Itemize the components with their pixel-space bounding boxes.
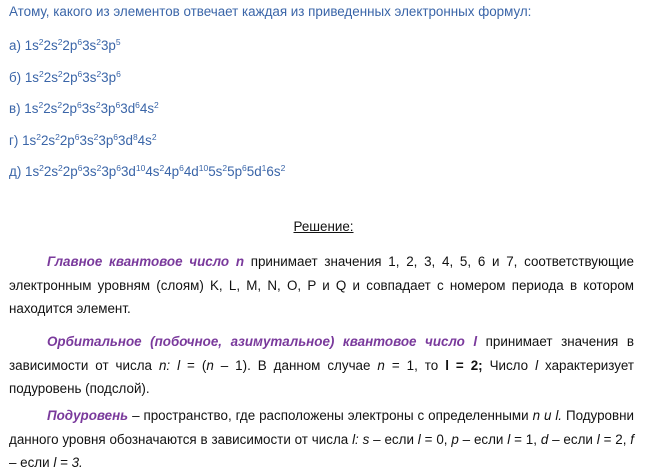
orbital: 5p bbox=[227, 164, 243, 179]
orbital: 5d bbox=[246, 164, 262, 179]
question-text: Атому, какого из элементов отвечает каждая из приведенных электронных формул: bbox=[9, 4, 532, 19]
orbital: 4d bbox=[183, 164, 199, 179]
p2-text-1: принимает значения в зависимости от числа bbox=[9, 334, 634, 373]
electron-count: 2 bbox=[39, 163, 44, 173]
electron-count: 2 bbox=[154, 100, 159, 110]
electron-count: 2 bbox=[159, 163, 165, 173]
orbital: 3p bbox=[101, 164, 117, 179]
electron-count: 1 bbox=[261, 163, 267, 173]
orbital: 1s bbox=[24, 101, 39, 116]
option-b bbox=[9, 70, 121, 85]
orbital: 3s bbox=[81, 101, 96, 116]
paragraph-orbital-quantum-number bbox=[9, 330, 634, 401]
p2-text-3: – 1). В данном случае bbox=[213, 357, 378, 373]
p2-bold-eq: l = 2; bbox=[445, 357, 483, 373]
electron-count: 8 bbox=[132, 132, 138, 142]
electron-count: 6 bbox=[77, 37, 83, 47]
orbital: 3s bbox=[82, 164, 97, 179]
paragraph-principal-quantum-number bbox=[9, 250, 634, 321]
electron-count: 2 bbox=[38, 100, 44, 110]
p2-var-n-l: n: l bbox=[158, 357, 181, 373]
term-principal: Главное квантовое число bbox=[47, 254, 230, 269]
p3-text-7: – если bbox=[548, 431, 597, 447]
orbital: 3s bbox=[79, 133, 94, 148]
orbital: 3s bbox=[82, 70, 97, 85]
orbital: 2s bbox=[43, 70, 58, 85]
electron-count: 6 bbox=[116, 163, 121, 173]
electron-count: 6 bbox=[116, 69, 121, 79]
electron-count: 2 bbox=[280, 163, 286, 173]
p3-var-l0: l bbox=[417, 431, 421, 447]
electron-count: 10 bbox=[135, 163, 146, 173]
electron-count: 2 bbox=[36, 132, 41, 142]
p2-text-4: = 1, то bbox=[384, 357, 446, 373]
orbital: 3d bbox=[120, 101, 136, 116]
p2-var-n: n bbox=[206, 357, 214, 373]
option-d bbox=[9, 133, 157, 148]
electron-count: 2 bbox=[96, 37, 101, 47]
electron-count: 2 bbox=[55, 132, 60, 142]
option-letter: в) bbox=[9, 101, 25, 116]
orbital: 4p bbox=[164, 164, 180, 179]
symbol-l: l bbox=[473, 334, 478, 349]
orbital: 4s bbox=[139, 101, 155, 116]
orbital: 6s bbox=[266, 164, 281, 179]
electron-count: 2 bbox=[58, 163, 63, 173]
p2-text-2: = ( bbox=[180, 357, 207, 373]
p3-var-f: f bbox=[630, 431, 635, 447]
electron-count: 2 bbox=[57, 100, 63, 110]
option-letter: д) bbox=[9, 164, 25, 179]
p2-text-5: Число bbox=[482, 357, 536, 373]
p3-var-n-l: n и l. bbox=[532, 408, 563, 423]
p2-var-l: l bbox=[535, 357, 539, 373]
orbital: 2p bbox=[62, 38, 78, 53]
orbital: 2s bbox=[43, 38, 58, 53]
option-letter: г) bbox=[9, 133, 23, 148]
orbital: 3s bbox=[82, 38, 97, 53]
p3-text-3: – если bbox=[369, 431, 418, 447]
orbital: 1s bbox=[22, 133, 37, 148]
electron-count: 2 bbox=[96, 69, 102, 79]
orbital: 1s bbox=[24, 38, 39, 53]
option-letter: а) bbox=[9, 38, 25, 53]
p3-var-p: p bbox=[451, 431, 459, 447]
orbital: 5s bbox=[208, 164, 223, 179]
term-orbital: Орбитальное (побочное, азимутальное) квантовое число bbox=[47, 334, 465, 349]
electron-count: 2 bbox=[57, 37, 63, 47]
electron-count: 6 bbox=[77, 69, 83, 79]
p2-var-n-2: n bbox=[377, 357, 385, 373]
orbital: 2s bbox=[43, 164, 59, 179]
electron-count: 2 bbox=[222, 163, 228, 173]
electron-count: 2 bbox=[57, 69, 63, 79]
electron-count: 6 bbox=[135, 100, 140, 110]
p3-text-6: = 1, bbox=[510, 431, 541, 447]
p3-var-l-s: l: s bbox=[352, 431, 370, 447]
electron-count: 2 bbox=[38, 37, 44, 47]
electron-count: 10 bbox=[198, 163, 209, 173]
electron-count: 2 bbox=[95, 100, 101, 110]
orbital: 1s bbox=[24, 70, 40, 85]
p3-var-l1: l bbox=[507, 431, 511, 447]
p3-var-l3: l = 3. bbox=[53, 455, 83, 470]
orbital: 3p bbox=[100, 38, 116, 53]
p3-text-1: – пространство, где расположены электроны с определенными bbox=[128, 408, 533, 423]
electron-count: 6 bbox=[179, 163, 184, 173]
p3-text-2: Подуровни данного уровня обозначаются в зависимости от числа bbox=[9, 408, 634, 447]
electron-count: 6 bbox=[242, 163, 247, 173]
electron-count: 2 bbox=[96, 163, 102, 173]
electron-count: 6 bbox=[115, 100, 121, 110]
electron-count: 6 bbox=[74, 132, 80, 142]
orbital: 3p bbox=[101, 70, 117, 85]
orbital: 3d bbox=[120, 164, 136, 179]
electron-count: 6 bbox=[113, 132, 119, 142]
p3-text-5: – если bbox=[458, 431, 508, 447]
electron-count: 5 bbox=[115, 37, 121, 47]
orbital: 3p bbox=[100, 101, 116, 116]
orbital: 4s bbox=[137, 133, 152, 148]
orbital: 4s bbox=[145, 164, 160, 179]
p3-text-4: = 0, bbox=[420, 431, 452, 447]
option-c bbox=[9, 101, 159, 116]
p3-text-9: – если bbox=[9, 455, 54, 470]
option-letter: б) bbox=[9, 70, 25, 85]
p2-text-6: характеризует подуровень (подслой). bbox=[9, 357, 634, 396]
orbital: 2p bbox=[62, 101, 77, 116]
electron-count: 2 bbox=[151, 132, 157, 142]
orbital: 2p bbox=[62, 164, 78, 179]
symbol-n: n bbox=[235, 254, 244, 269]
electron-count: 2 bbox=[93, 132, 99, 142]
p1-text: принимает значения 1, 2, 3, 4, 5, 6 и 7, соответствующие электронным уровням (слоям) K, L, M, N, O, P и Q и совпадает с номером периода в котором находится элемент. bbox=[9, 254, 634, 316]
p3-text-8: = 2, bbox=[599, 431, 631, 447]
electron-count: 6 bbox=[76, 100, 82, 110]
option-a bbox=[9, 38, 121, 53]
term-sublevel: Подуровень bbox=[47, 408, 129, 423]
orbital: 1s bbox=[25, 164, 40, 179]
option-e bbox=[9, 164, 285, 179]
orbital: 2s bbox=[43, 101, 58, 116]
paragraph-sublevel bbox=[9, 404, 634, 475]
orbital: 3p bbox=[98, 133, 114, 148]
electron-count: 2 bbox=[39, 69, 44, 79]
electron-count: 6 bbox=[77, 163, 83, 173]
solution-heading: Решение: bbox=[293, 219, 354, 234]
orbital: 2p bbox=[59, 133, 75, 148]
p3-var-l2: l bbox=[596, 431, 600, 447]
orbital: 2p bbox=[62, 70, 78, 85]
p3-var-d: d bbox=[540, 431, 549, 447]
orbital: 3d bbox=[118, 133, 133, 148]
orbital: 2s bbox=[40, 133, 56, 148]
